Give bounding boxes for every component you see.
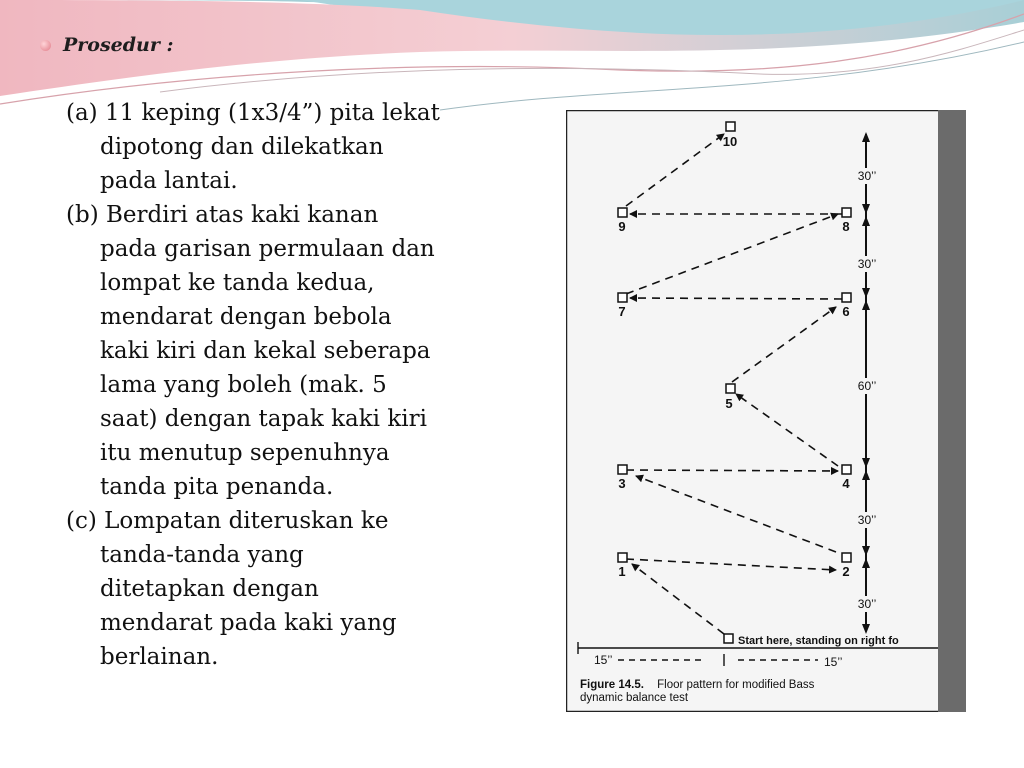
bottom-left-distance: 15’’ [594,653,613,667]
marker-number: 2 [842,564,850,579]
step-a [66,96,466,198]
step-b-line-3: lompat ke tanda kedua, [100,270,375,296]
step-c-line-2: tanda-tanda yang [100,542,304,568]
marker-number: 4 [842,476,850,491]
figure-caption-number: Figure 14.5. [580,679,644,691]
step-c-first-line: (c) Lompatan diteruskan ke [66,508,389,534]
bullet-icon [40,40,51,51]
step-b-line-7: saat) dengan tapak kaki kiri [100,406,427,432]
step-c [66,504,466,674]
step-b-line-6: lama yang boleh (mak. 5 [100,372,387,398]
marker-number: 6 [842,304,850,319]
step-a-first-line: (a) 11 keping (1x3/4”) pita lekat [66,100,440,126]
step-b-line-8: itu menutup sepenuhnya [100,440,390,466]
marker-number: 9 [618,219,626,234]
bottom-right-distance: 15’’ [824,655,843,669]
floor-pattern-figure [566,110,966,712]
procedure-text [66,96,466,674]
step-a-line-2: dipotong dan dilekatkan [100,134,384,160]
marker-number: 8 [842,219,850,234]
step-b-line-5: kaki kiri dan kekal seberapa [100,338,431,364]
step-b-first-line: (b) Berdiri atas kaki kanan [66,202,379,228]
marker-number: 5 [725,396,733,411]
distance-label: 30’’ [857,597,877,611]
distance-label: 30’’ [857,257,877,271]
step-b-line-9: tanda pita penanda. [100,474,334,500]
distance-label: 30’’ [857,169,877,183]
step-b-line-4: mendarat dengan bebola [100,304,392,330]
slide-heading [40,34,174,56]
step-b-line-2: pada garisan permulaan dan [100,236,435,262]
marker-number: 1 [618,564,626,579]
step-c-line-5: berlainan. [100,644,219,670]
step-c-line-4: mendarat pada kaki yang [100,610,397,636]
figure-caption-line-1 [580,679,815,691]
step-b [66,198,466,504]
figure-caption-title: Floor pattern for modified Bass [657,679,815,691]
figure-caption-line-2: dynamic balance test [580,692,689,704]
marker-number: 7 [618,304,626,319]
scan-shadow [938,110,966,712]
distance-label: 60’’ [857,379,877,393]
start-label: Start here, standing on right fo [738,635,899,647]
marker-number: 10 [722,134,738,149]
figure-border [567,111,966,712]
heading-text: Prosedur : [63,34,174,56]
step-c-line-3: ditetapkan dengan [100,576,319,602]
marker-number: 3 [618,476,626,491]
distance-label: 30’’ [857,513,877,527]
step-a-line-3: pada lantai. [100,168,238,194]
